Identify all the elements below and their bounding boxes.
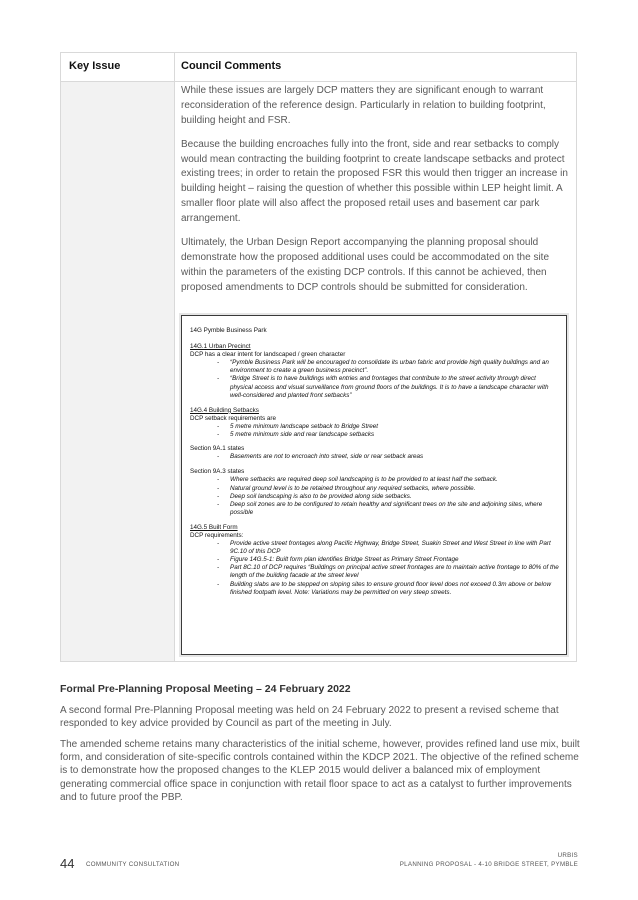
header-council-comments: Council Comments — [181, 60, 282, 72]
council-comments-cell — [181, 84, 571, 305]
excerpt-item: - Figure 14G.5-1: Built form plan identifies Bridge Street as Primary Street Frontage — [230, 556, 560, 564]
council-comments-table — [60, 52, 577, 662]
excerpt-section-intro: DCP requirements: — [190, 531, 244, 539]
excerpt-item: - Provide active street frontages along Pacific Highway, Bridge Street, Suakin Street and West Street in line with Part 9C.10 of this DCP — [230, 540, 560, 556]
body-paragraph: A second formal Pre-Planning Proposal meeting was held on 24 February 2022 to present a revised scheme that responded to key advice provided by Council as part of the meeting in July. — [60, 705, 559, 730]
excerpt-section-heading: 14G.5 Built Form — [190, 523, 238, 531]
comment-paragraph: While these issues are largely DCP matters they are significant enough to warrant reconsideration of the reference design. Particularly in relation to building footprint, building height and FSR. — [181, 85, 546, 126]
section-heading: Formal Pre-Planning Proposal Meeting – 24 February 2022 — [60, 683, 351, 695]
table-header — [61, 53, 576, 82]
page-number: 44 — [60, 856, 75, 871]
comment-paragraph: Because the building encroaches fully into the front, side and rear setbacks to comply would mean contracting the building footprint to create landscape setbacks and protect existing trees; in order to retain the proposed FSR this would then trigger an increase in building height – raising the question of whether this possible within LEP height limit. A smaller floor plate will also affect the proposed retail uses and basement car park arrangement. — [181, 138, 568, 224]
excerpt-item: - Part 8C.10 of DCP requires “Buildings on principal active street frontages are to maintain active frontage to 80% of the length of the building facade at the street level — [230, 564, 560, 580]
excerpt-item: - Basements are not to encroach into street, side or rear setback areas — [230, 453, 560, 461]
key-issue-cell — [61, 82, 174, 661]
comment-paragraph: Ultimately, the Urban Design Report accompanying the planning proposal should demonstrate how the proposed additional uses could be accommodated on the site within the parameters of the existing DCP controls. If this cannot be achieved, then proposed amendments to DCP controls should be submitted for consideration. — [181, 237, 550, 293]
excerpt-section-heading: 14G.1 Urban Precinct — [190, 343, 251, 351]
excerpt-item: - “Pymble Business Park will be encouraged to consolidate its urban fabric and provide high quality buildings and an environment to create a green business precinct”. — [230, 359, 560, 375]
excerpt-section-heading: Section 9A.3 states — [190, 468, 245, 476]
footer-section-label: COMMUNITY CONSULTATION — [86, 861, 180, 868]
excerpt-title: 14G Pymble Business Park — [190, 327, 267, 334]
excerpt-section-heading: 14G.4 Building Setbacks — [190, 406, 259, 414]
body-paragraph: The amended scheme retains many characteristics of the initial scheme, however, provides refined land use mix, built form, and consideration of site-specific controls contained within the KDCP 2021. The objective of the refined scheme is to demonstrate how the proposed changes to the KLEP 2015 would deliver a balanced mix of employment generating commercial office space in conjunction with retail floor space to act as a catalyst to further improvements and to future proof the PBP. — [60, 739, 580, 803]
excerpt-item: - 5 metre minimum landscape setback to Bridge Street — [230, 423, 560, 431]
excerpt-item: - Deep soil landscaping is also to be provided along side setbacks. — [230, 493, 560, 501]
excerpt-item: - Where setbacks are required deep soil landscaping is to be provided to at least half the setback. — [230, 476, 560, 484]
excerpt-item: - 5 metre minimum side and rear landscape setbacks — [230, 431, 560, 439]
excerpt-item: - Deep soil zones are to be configured to retain healthy and significant trees on the site and adjoining sites, where possible — [230, 501, 560, 517]
header-key-issue: Key Issue — [69, 60, 121, 72]
excerpt-section-heading: Section 9A.1 states — [190, 445, 245, 453]
excerpt-item: - “Bridge Street is to have buildings with entries and frontages that contribute to the street activity through direct physical access and visual surveillance from ground floors of the buildings. It is to have a landscape character with well-considered and planted front setbacks” — [230, 375, 560, 399]
excerpt-item: - Natural ground level is to be retained throughout any required setbacks, where possible. — [230, 485, 560, 493]
excerpt-section-intro: DCP has a clear intent for landscaped / green character — [190, 351, 346, 359]
dcp-excerpt-image — [181, 315, 567, 655]
excerpt-item: - Building slabs are to be stepped on sloping sites to ensure ground floor level does not exceed 0.3m above or below finished footpath level. Note: Variations may be permitted on very steep streets. — [230, 581, 560, 597]
footer-brand: URBIS — [557, 852, 578, 859]
footer-document-title: PLANNING PROPOSAL - 4-10 BRIDGE STREET, PYMBLE — [399, 861, 578, 868]
excerpt-section-intro: DCP setback requirements are — [190, 414, 276, 422]
column-divider — [174, 53, 175, 661]
